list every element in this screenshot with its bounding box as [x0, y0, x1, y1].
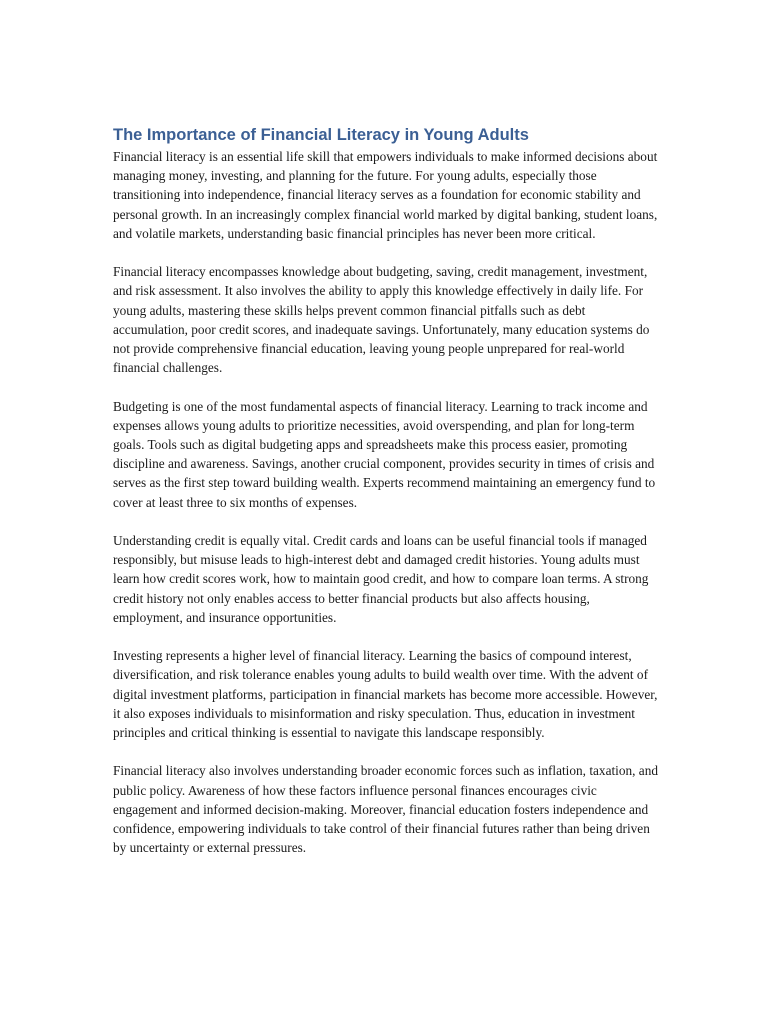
document-body [113, 124, 658, 877]
paragraph-introduction: Financial literacy is an essential life skill that empowers individuals to make informed decisions about managing money, investing, and planning for the future. For young adults, especially those transitioning into independence, financial literacy serves as a foundation for economic stability and personal growth. In an increasingly complex financial world marked by digital banking, student loans, and volatile markets, understanding basic financial principles has never been more critical. [113, 149, 658, 241]
paragraph-budgeting: Budgeting is one of the most fundamental aspects of financial literacy. Learning to track income and expenses allows young adults to prioritize necessities, avoid overspending, and plan for long-term goals. Tools such as digital budgeting apps and spreadsheets make this process easier, promoting discipline and awareness. Savings, another crucial component, provides security in times of crisis and serves as the first step toward building wealth. Experts recommend maintaining an emergency fund to cover at least three to six months of expenses. [113, 398, 656, 510]
paragraph-credit: Understanding credit is equally vital. Credit cards and loans can be useful financial tools if managed responsibly, but misuse leads to high-interest debt and damaged credit histories. Young adults must learn how credit scores work, how to maintain good credit, and how to compare loan terms. A strong credit history not only enables access to better financial products but also affects housing, employment, and insurance opportunities. [113, 533, 649, 625]
paragraph-definition: Financial literacy encompasses knowledge about budgeting, saving, credit management, investment, and risk assessment. It also involves the ability to apply this knowledge effectively in daily life. For young adults, mastering these skills helps prevent common financial pitfalls such as debt accumulation, poor credit scores, and inadequate savings. Unfortunately, many education systems do not provide comprehensive financial education, leaving young people unprepared for real-world financial challenges. [113, 264, 650, 376]
paragraph-investing: Investing represents a higher level of financial literacy. Learning the basics of compound interest, diversification, and risk tolerance enables young adults to build wealth over time. With the advent of digital investment platforms, participation in financial markets has become more accessible. However, it also exposes individuals to misinformation and risky speculation. Thus, education in investment principles and critical thinking is essential to navigate this landscape responsibly. [113, 648, 658, 741]
document-title: The Importance of Financial Literacy in Young Adults [113, 126, 529, 144]
paragraph-economic-forces: Financial literacy also involves understanding broader economic forces such as inflation, taxation, and public policy. Awareness of how these factors influence personal finances encourages civic engagement and informed decision-making. Moreover, financial education fosters independence and confidence, empowering individuals to take control of their financial futures rather than being driven by uncertainty or external pressures. [113, 763, 659, 856]
